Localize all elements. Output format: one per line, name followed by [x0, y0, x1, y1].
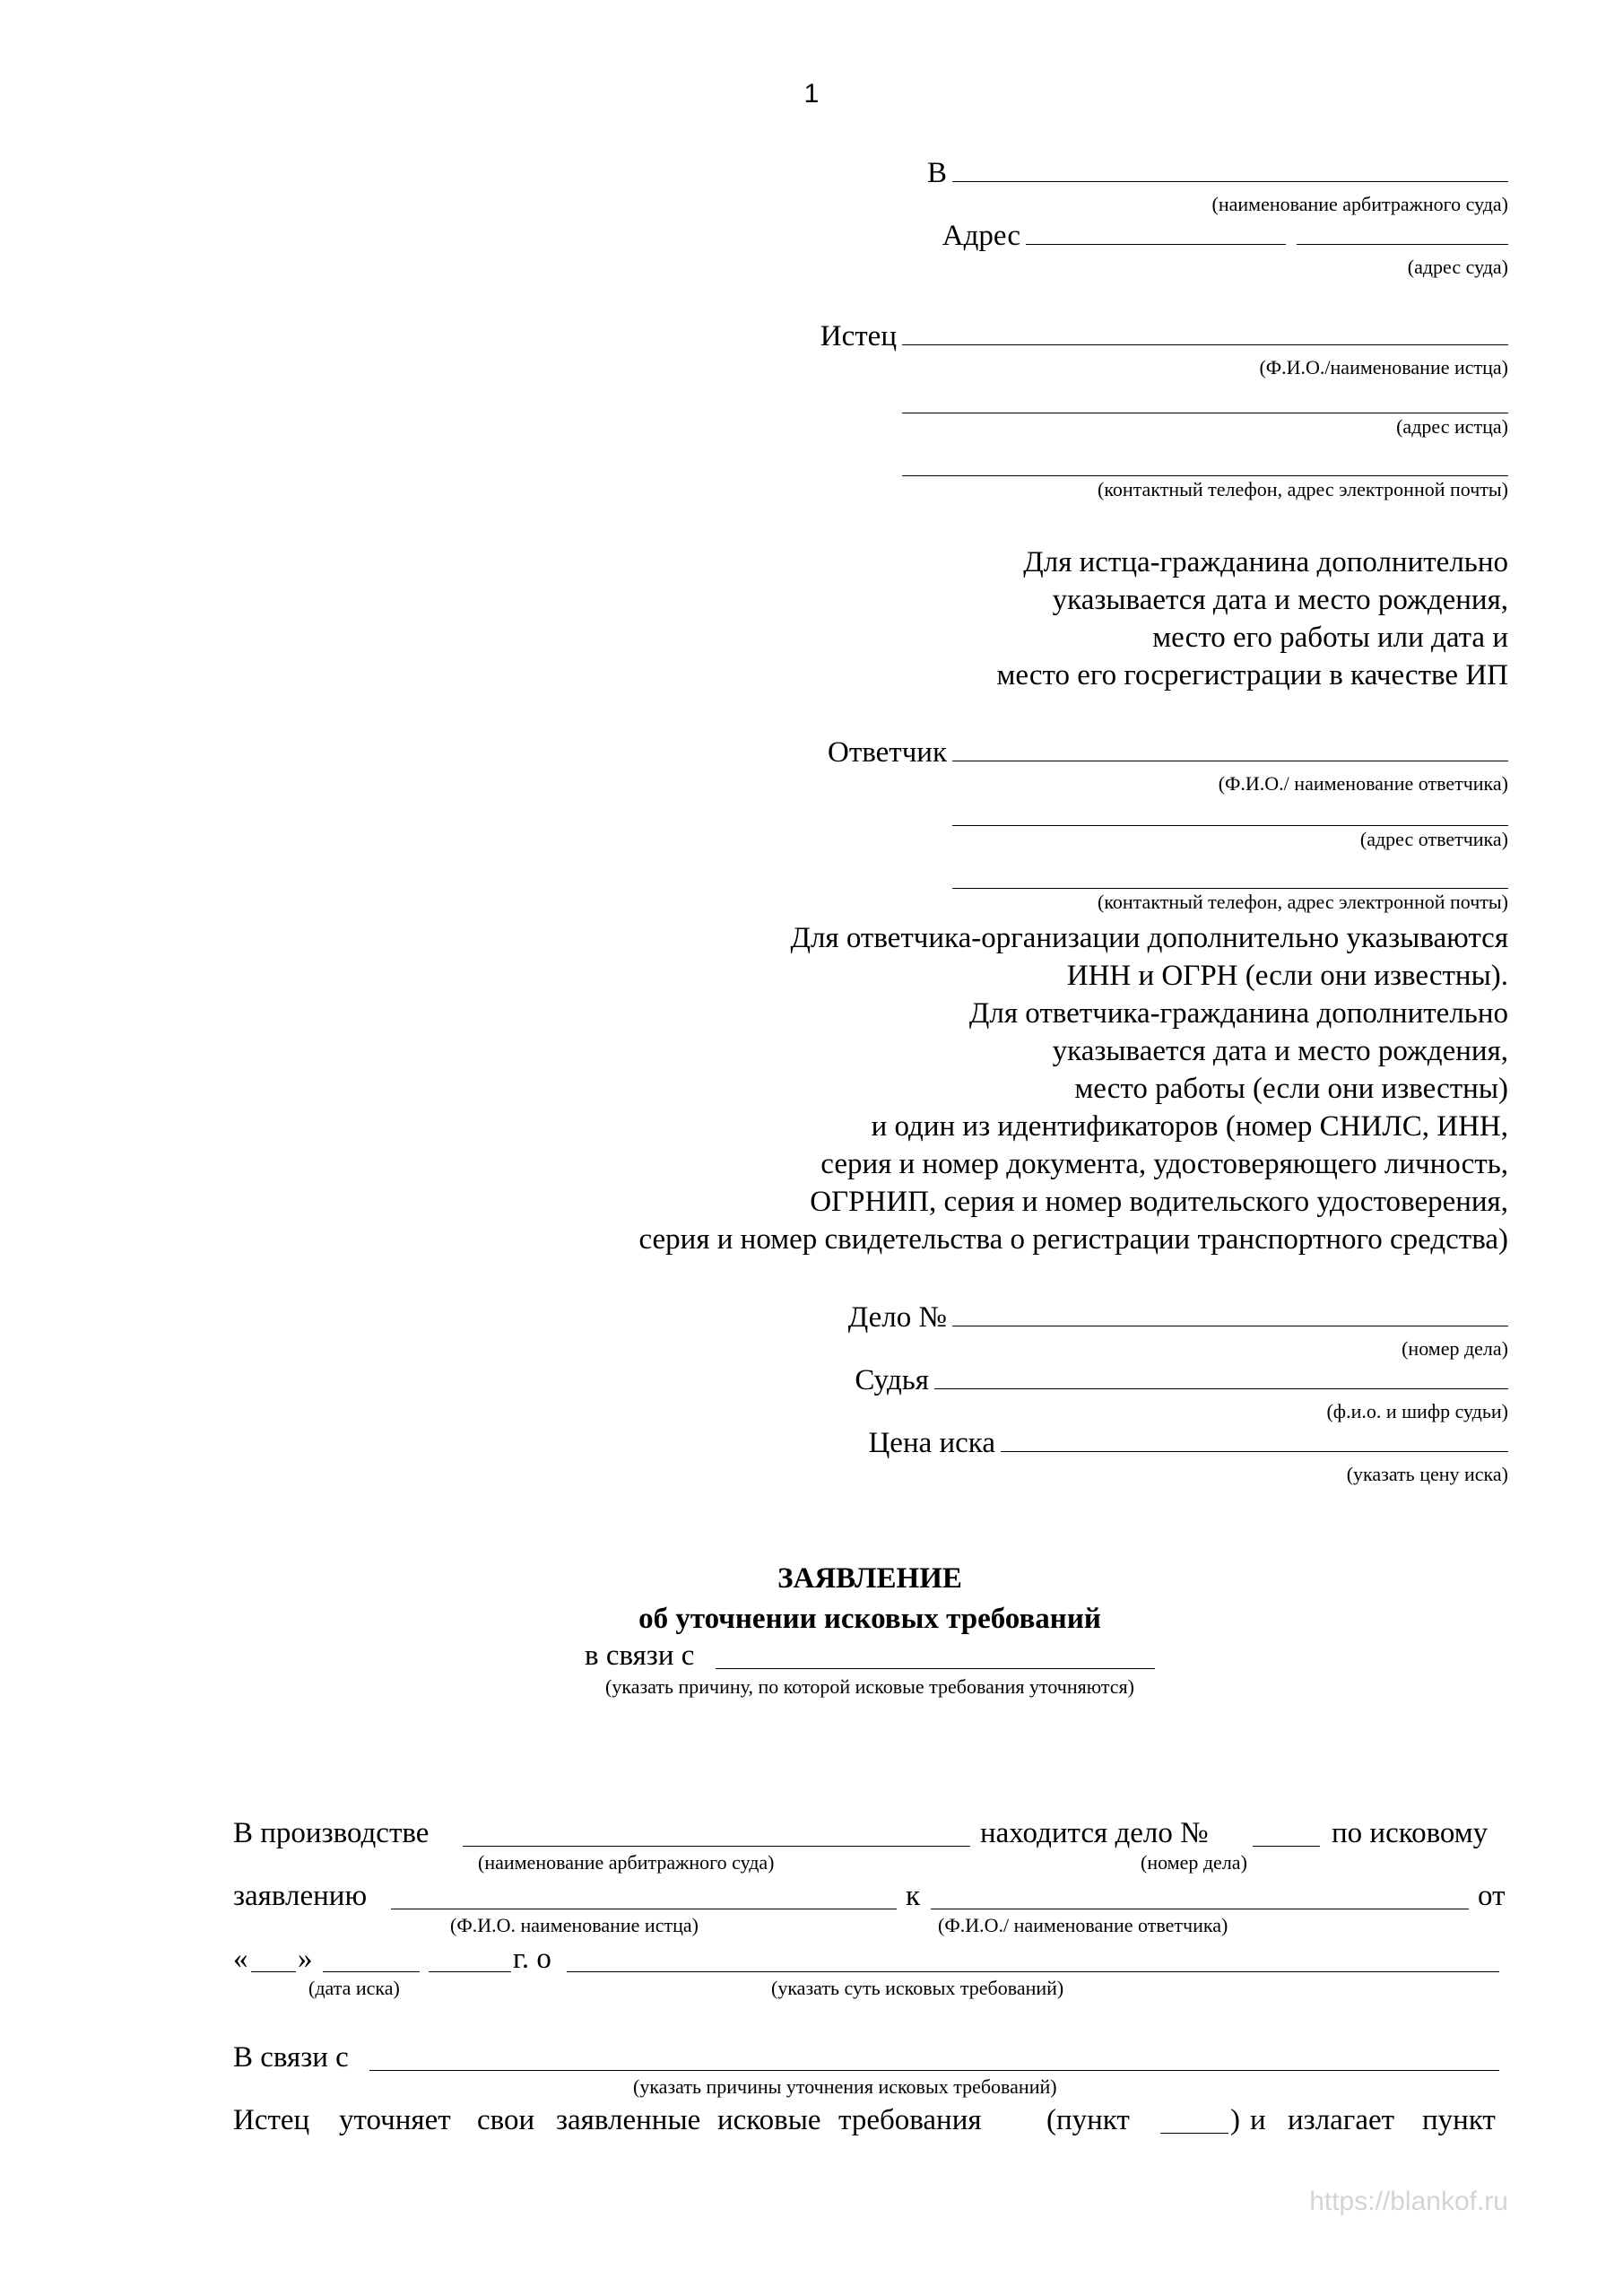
body-word: пункт	[1422, 2104, 1496, 2136]
body-text: по исковому	[1332, 1817, 1488, 1849]
defendant-note-line: серия и номер документа, удостоверяющего личность,	[820, 1148, 1508, 1180]
body-word: уточняет	[339, 2104, 451, 2136]
defendant-contact-caption: (контактный телефон, адрес электронной почты)	[1098, 891, 1508, 913]
plaintiff-address-caption: (адрес истца)	[1396, 415, 1508, 438]
plaintiff-note-line: место его работы или дата и	[1152, 622, 1508, 654]
body-text: В связи с	[233, 2041, 349, 2074]
body-text: к	[906, 1880, 921, 1912]
defendant-address-field	[612, 798, 1508, 851]
defendant-field	[612, 734, 1508, 796]
plaintiff-note-line: место его госрегистрации в качестве ИП	[996, 659, 1508, 691]
document-title: ЗАЯВЛЕНИЕ	[777, 1562, 962, 1595]
defendant-note-line: и один из идентификаторов (номер СНИЛС, ИНН,	[871, 1110, 1508, 1143]
body-text: »	[298, 1943, 313, 1975]
plaintiff-address-line[interactable]	[902, 386, 1508, 413]
body-caption-essence: (указать суть исковых требований)	[771, 1977, 1064, 1999]
document-subtitle: об уточнении исковых требований	[638, 1603, 1101, 1635]
defendant-note-line: серия и номер свидетельства о регистрации транспортного средства)	[638, 1223, 1508, 1256]
plaintiff-field	[612, 317, 1508, 379]
judge-caption: (ф.и.о. и шифр судьи)	[1326, 1400, 1508, 1422]
body-word: излагает	[1288, 2104, 1395, 2136]
court-prefix-label: В	[926, 157, 947, 189]
defendant-address-caption: (адрес ответчика)	[1359, 828, 1508, 850]
body-word: Истец	[233, 2104, 310, 2136]
title-reason-caption: (указать причину, по которой исковые требования уточняются)	[605, 1675, 1134, 1698]
judge-label: Судья	[855, 1364, 929, 1396]
body-caption-defendant: (Ф.И.О./ наименование ответчика)	[938, 1914, 1228, 1936]
date-day-blank[interactable]	[251, 1971, 296, 1972]
defendant-name-line[interactable]	[952, 734, 1508, 761]
court-address-line-1[interactable]	[1026, 217, 1286, 245]
body-caption-case: (номер дела)	[1141, 1851, 1247, 1874]
body-text: «	[233, 1943, 248, 1975]
body-word: исковые	[717, 2104, 821, 2136]
case-number-label: Дело №	[847, 1301, 947, 1334]
plaintiff-note	[343, 544, 1508, 694]
plaintiff-address-field	[612, 386, 1508, 439]
body-word: требования	[838, 2104, 982, 2136]
court-name-line[interactable]	[952, 154, 1508, 182]
plaintiff-caption: (Ф.И.О./наименование истца)	[1259, 356, 1508, 378]
body-text: заявлению	[233, 1880, 368, 1912]
body-caption-court: (наименование арбитражного суда)	[478, 1851, 775, 1874]
body-word: и	[1250, 2104, 1266, 2136]
case-number-blank[interactable]	[1253, 1846, 1320, 1847]
body-word: (пункт	[1046, 2104, 1130, 2136]
defendant-note-line: место работы (если они известны)	[1074, 1073, 1508, 1105]
defendant-note-line: ИНН и ОГРН (если они известны).	[1066, 960, 1508, 992]
plaintiff-contact-caption: (контактный телефон, адрес электронной почты)	[1098, 478, 1508, 500]
defendant-note	[343, 919, 1508, 1258]
plaintiff-label: Истец	[820, 320, 897, 352]
court-caption: (наименование арбитражного суда)	[1211, 193, 1508, 215]
court-address-field	[612, 217, 1508, 279]
defendant-note-line: Для ответчика-гражданина дополнительно	[968, 997, 1508, 1030]
title-reason-line[interactable]	[716, 1668, 1155, 1669]
claim-essence-blank[interactable]	[567, 1971, 1499, 1972]
defendant-note-line: Для ответчика-организации дополнительно указываются	[790, 922, 1508, 954]
court-name-blank[interactable]	[463, 1846, 970, 1847]
reasons-blank[interactable]	[369, 2070, 1499, 2071]
claim-price-label: Цена иска	[868, 1427, 995, 1459]
body-caption-reasons: (указать причины уточнения исковых требований)	[633, 2075, 1057, 2098]
defendant-note-line: ОГРНИП, серия и номер водительского удостоверения,	[810, 1186, 1508, 1218]
defendant-contact-field	[612, 861, 1508, 914]
body-text: г. о	[513, 1943, 551, 1975]
case-number-line[interactable]	[952, 1299, 1508, 1326]
date-year-blank[interactable]	[429, 1971, 511, 1972]
date-month-blank[interactable]	[323, 1971, 420, 1972]
defendant-caption: (Ф.И.О./ наименование ответчика)	[1218, 772, 1508, 795]
body-word: заявленные	[556, 2104, 701, 2136]
plaintiff-note-line: Для истца-гражданина дополнительно	[1023, 546, 1508, 578]
case-number-field	[612, 1299, 1508, 1361]
plaintiff-note-line: указывается дата и место рождения,	[1052, 584, 1508, 616]
body-text: находится дело №	[980, 1817, 1209, 1849]
point-number-blank[interactable]	[1160, 2133, 1228, 2134]
plaintiff-contact-line[interactable]	[902, 448, 1508, 476]
case-number-caption: (номер дела)	[1402, 1337, 1508, 1360]
body-text: В производстве	[233, 1817, 430, 1849]
judge-line[interactable]	[934, 1361, 1508, 1389]
defendant-address-line[interactable]	[952, 798, 1508, 826]
body-word: свои	[477, 2104, 535, 2136]
judge-field	[612, 1361, 1508, 1423]
body-text: от	[1478, 1880, 1506, 1912]
body-word: )	[1230, 2104, 1240, 2136]
body-caption-date: (дата иска)	[308, 1977, 400, 1999]
page-number: 1	[803, 79, 820, 109]
body-caption-plaintiff: (Ф.И.О. наименование истца)	[450, 1914, 699, 1936]
court-address-line-2[interactable]	[1297, 217, 1508, 245]
plaintiff-name-line[interactable]	[902, 317, 1508, 345]
defendant-contact-line[interactable]	[952, 861, 1508, 889]
claim-price-field	[612, 1424, 1508, 1486]
defendant-note-line: указывается дата и место рождения,	[1052, 1035, 1508, 1067]
claim-price-line[interactable]	[1001, 1424, 1508, 1452]
watermark: https://blankof.ru	[1309, 2187, 1508, 2216]
address-label: Адрес	[942, 220, 1020, 252]
title-reason-label: в связи с	[585, 1639, 695, 1672]
defendant-label: Ответчик	[828, 736, 947, 769]
court-address-caption: (адрес суда)	[1407, 256, 1508, 278]
court-field	[612, 154, 1508, 216]
claim-price-caption: (указать цену иска)	[1346, 1463, 1508, 1485]
plaintiff-contact-field	[612, 448, 1508, 501]
